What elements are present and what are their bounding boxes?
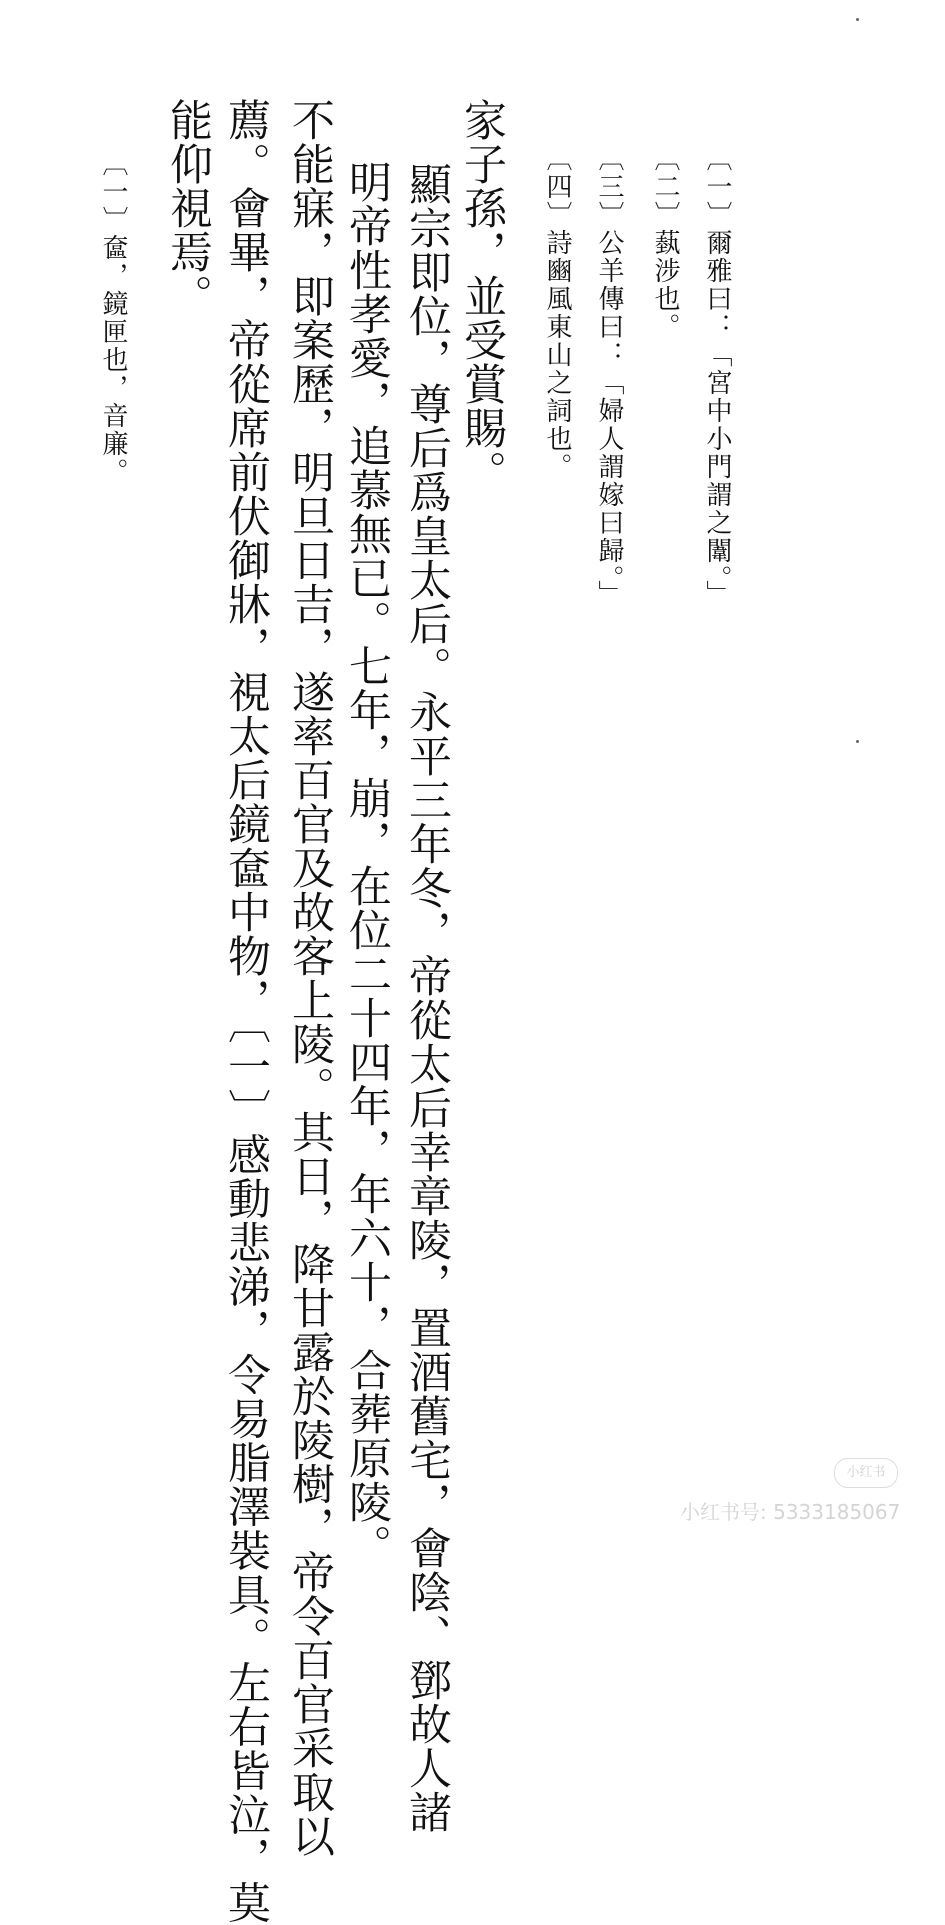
footnote-3: 〔三〕公羊傳曰：「婦人謂嫁曰歸。」 xyxy=(594,145,624,608)
main-text-column-1: 家子孫，並受賞賜。 xyxy=(457,98,507,494)
main-text-column-2: 顯宗即位，尊后爲皇太后。永平三年冬，帝從太后幸章陵，置酒舊宅，會陰、鄧故人諸 xyxy=(402,162,452,1834)
scan-speck xyxy=(856,18,859,21)
main-text-column-6: 能仰視焉。 xyxy=(163,98,213,318)
footnote-bottom: 〔一〕奩，鏡匣也，音廉。 xyxy=(98,150,128,486)
main-text-column-4: 不能寐，即案歷，明旦日吉，遂率百官及故客上陵。其日，降甘露於陵樹，帝令百官采取以 xyxy=(285,98,335,1858)
footnote-4: 〔四〕詩豳風東山之詞也。 xyxy=(542,145,572,481)
footnote-1: 〔一〕爾雅曰：「宮中小門謂之闈。」 xyxy=(702,145,732,608)
watermark-text: 小红书号: 5333185067 xyxy=(680,1500,901,1524)
scan-speck xyxy=(856,740,859,743)
main-text-column-3: 明帝性孝愛，追慕無已。七年，崩，在位二十四年，年六十，合葬原陵。 xyxy=(342,160,392,1568)
watermark-logo: 小红书 xyxy=(834,1458,898,1488)
footnote-2: 〔二〕蓺涉也。 xyxy=(650,145,680,341)
main-text-column-5: 薦。會畢，帝從席前伏御牀，視太后鏡奩中物，〔一〕感動悲涕，令易脂澤裝具。左右皆泣，莫 xyxy=(221,98,271,1925)
